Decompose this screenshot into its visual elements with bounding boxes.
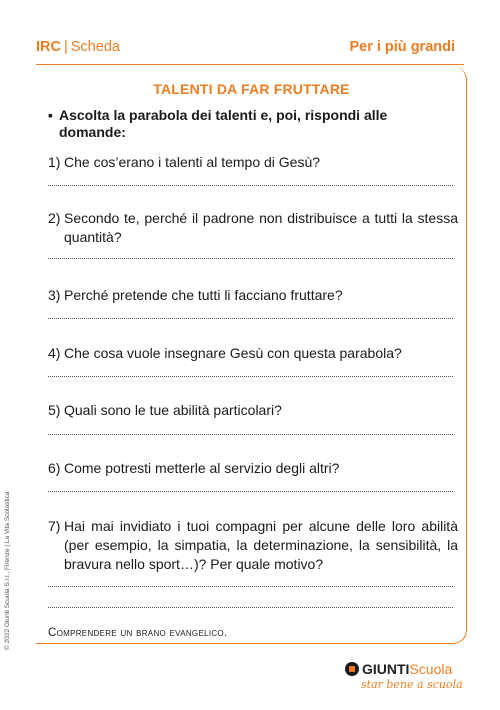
question-3 [48,286,458,305]
learning-objective: Comprendere un brano evangelico. [48,627,228,639]
question-number: 2) [48,210,61,226]
header-divider [36,64,464,65]
question-text: Hai mai invidiato i tuoi compagni per alcune delle loro abilità (per esempio, la simpatia, la determinazione, la sensibilità, la bravura nello sport…)? Per quale motivo? [64,518,458,572]
answer-line[interactable] [48,318,453,319]
answer-line[interactable] [48,607,453,608]
question-1 [48,153,458,172]
sheet-type-label: Scheda [70,39,120,55]
question-number: 1) [48,154,61,170]
question-text: Che cosa vuole insegnare Gesù con questa parabola? [64,345,402,361]
question-number: 6) [48,460,61,476]
question-number: 4) [48,345,61,361]
publisher-brand [345,661,465,691]
bullet-icon: ▪ [48,107,53,123]
page-title: TALENTI DA FAR FRUTTARE [153,81,350,97]
answer-line[interactable] [48,258,453,259]
copyright-notice: © 2022 Giunti Scuola S.r.l., Firenze | La Vita Scolastica [4,491,11,650]
brand-name-suffix: Scuola [409,661,453,677]
question-text: Come potresti metterle al servizio degli altri? [64,460,340,476]
question-2 [48,209,458,247]
question-number: 5) [48,402,61,418]
intro-text: Ascolta la parabola dei talenti e, poi, rispondi alle domande: [59,107,388,140]
question-text: Che cos’erano i talenti al tempo di Gesù? [64,154,321,170]
question-5 [48,401,458,420]
intro-instruction [48,107,458,141]
question-4 [48,344,458,363]
question-7 [48,517,458,574]
answer-line[interactable] [48,491,453,492]
answer-line[interactable] [48,376,453,377]
publisher-logo [345,661,465,677]
header-left [36,39,120,55]
answer-line[interactable] [48,434,453,435]
question-text: Secondo te, perché il padrone non distribuisce a tutti la stessa quantità? [64,210,458,245]
question-text: Quali sono le tue abilità particolari? [64,402,282,418]
header-separator: | [63,39,68,55]
brand-tagline: star bene a scuola [361,678,463,691]
question-text: Perché pretende che tutti li facciano fruttare? [64,287,343,303]
level-label: Per i più grandi [349,39,455,55]
giunti-logo-icon [345,662,359,676]
brand-name: GIUNTI [362,661,410,677]
answer-line[interactable] [48,185,453,186]
subject-label: IRC [36,39,61,55]
question-number: 7) [48,518,61,534]
question-number: 3) [48,287,61,303]
question-6 [48,459,458,478]
answer-line[interactable] [48,586,453,587]
